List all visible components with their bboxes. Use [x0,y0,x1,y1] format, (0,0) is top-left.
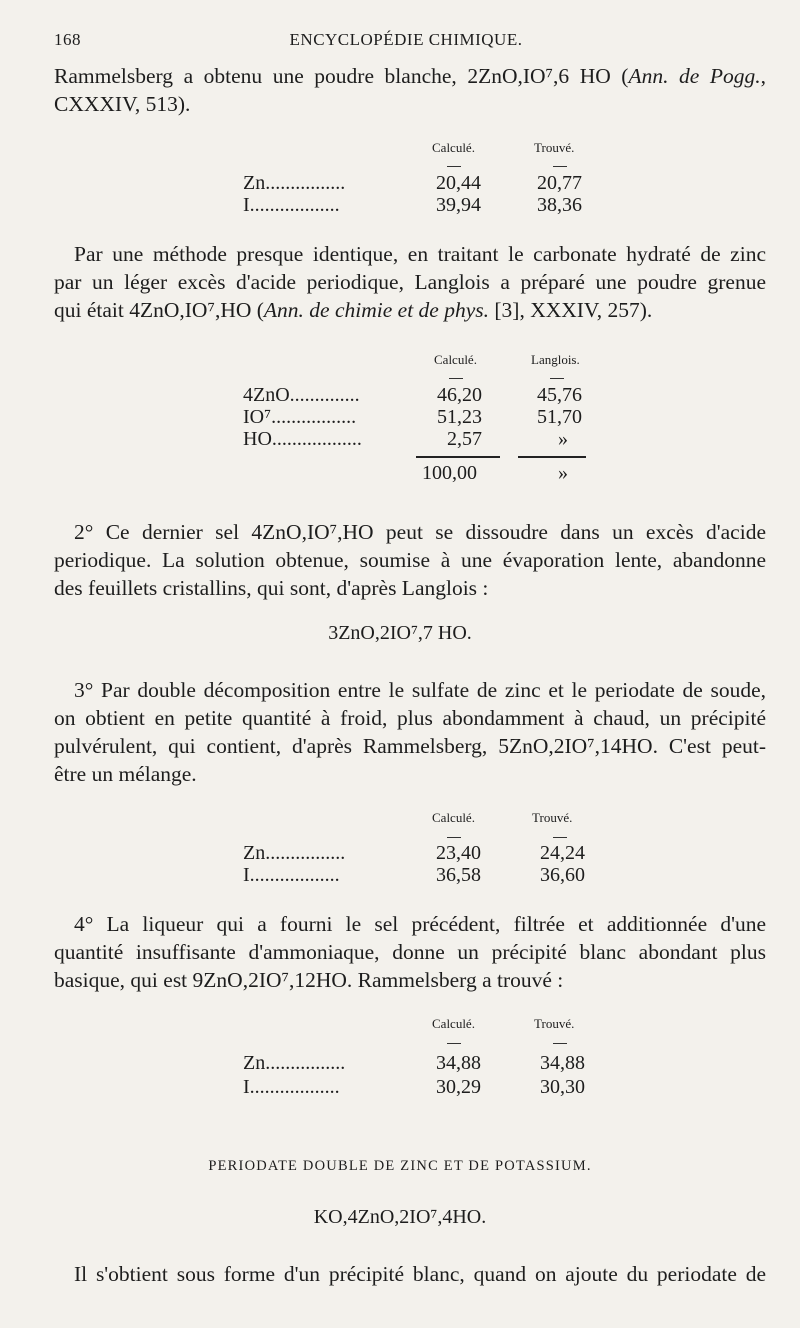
paragraph-1-line-2: CXXXIV, 513). [54,92,191,116]
table-1-header-calcule: Calculé. [432,140,475,155]
section-title: PERIODATE DOUBLE DE ZINC ET DE POTASSIUM. [208,1158,592,1174]
formula-2: KO,4ZnO,2IO⁷,4HO. [313,1206,487,1228]
paragraph-1-line-1: Rammelsberg a obtenu une poudre blanche, 2ZnO,IO⁷,6 HO (Ann. de Pogg., [54,64,766,88]
table-2-header-calcule: Calculé. [434,352,477,367]
table-3-dash [447,837,461,838]
running-title: ENCYCLOPÉDIE CHIMIQUE. [289,30,523,49]
paragraph-1 [54,62,766,118]
table-1-dash [553,166,567,167]
paragraph-6-line-1: Il s'obtient sous forme d'un précipité blanc, quand on ajoute du periodate de [74,1262,766,1286]
table-1-row-label: I.................. [243,194,340,216]
table-3-row-label: I.................. [243,864,340,886]
paragraph-2-line-3: qui était 4ZnO,IO⁷,HO (Ann. de chimie et de phys. [3], XXXIV, 257). [54,298,653,322]
paragraph-5-line-2: quantité insuffisante d'ammoniaque, donne un précipité blanc abondant plus [54,940,766,964]
table-4-row-calc: 30,29 [436,1076,481,1098]
table-2-header-langlois: Langlois. [531,352,580,367]
paragraph-2-line-2: par un léger excès d'acide periodique, Langlois a préparé une poudre grenue [54,270,766,294]
table-2-row-calc: 51,23 [437,406,482,428]
table-2-row-label: HO.................. [243,428,362,450]
formula-1: 3ZnO,2IO⁷,7 HO. [328,622,472,644]
table-4-row-calc: 34,88 [436,1052,481,1074]
table-3-row-label: Zn................ [243,842,346,864]
table-4-row-found: 34,88 [540,1052,585,1074]
page-header [54,30,758,52]
table-3-dash [553,837,567,838]
paragraph-3-line-3: des feuillets cristallins, qui sont, d'après Langlois : [54,576,489,600]
paragraph-3-line-2: periodique. La solution obtenue, soumise à une évaporation lente, abandonne [54,548,766,572]
table-1-row-calc: 39,94 [436,194,481,216]
table-3-row-calc: 36,58 [436,864,481,886]
table-1-dash [447,166,461,167]
table-1-header-trouve: Trouvé. [534,140,575,155]
table-2-row-found: 45,76 [537,384,582,406]
table-2-total-found: » [558,462,568,484]
table-2-total-rule [416,456,500,458]
paragraph-4-line-1: 3° Par double décomposition entre le sulfate de zinc et le periodate de soude, [74,678,766,702]
paragraph-5 [54,910,766,994]
table-4-header-calcule: Calculé. [432,1016,475,1031]
paragraph-4-line-3: pulvérulent, qui contient, d'après Rammelsberg, 5ZnO,2IO⁷,14HO. C'est peut- [54,734,766,758]
table-2-row-calc: 46,20 [437,384,482,406]
table-2-row-calc: 2,57 [447,428,482,450]
paragraph-2-line-1: Par une méthode presque identique, en traitant le carbonate hydraté de zinc [74,242,766,266]
table-4-dash [553,1043,567,1044]
table-4-dash [447,1043,461,1044]
table-2-total-calc: 100,00 [422,462,477,484]
table-2-dash [550,378,564,379]
table-2-total-rule [518,456,586,458]
table-3-header-calcule: Calculé. [432,810,475,825]
table-4-header-trouve: Trouvé. [534,1016,575,1031]
paragraph-2 [54,240,766,324]
table-2-row-found: » [558,428,568,450]
table-4-row-label: I.................. [243,1076,340,1098]
table-4-row-found: 30,30 [540,1076,585,1098]
paragraph-4-line-2: on obtient en petite quantité à froid, plus abondamment à chaud, un précipité [54,706,766,730]
table-1-row-found: 20,77 [537,172,582,194]
paragraph-5-line-3: basique, qui est 9ZnO,2IO⁷,12HO. Rammelsberg a trouvé : [54,968,564,992]
table-3-row-found: 24,24 [540,842,585,864]
page-number: 168 [54,30,81,49]
table-3-row-calc: 23,40 [436,842,481,864]
table-1-row-calc: 20,44 [436,172,481,194]
paragraph-6 [54,1260,766,1288]
paragraph-3-line-1: 2° Ce dernier sel 4ZnO,IO⁷,HO peut se dissoudre dans un excès d'acide [74,520,766,544]
table-2-dash [449,378,463,379]
table-2-row-found: 51,70 [537,406,582,428]
paragraph-4 [54,676,766,788]
table-4-row-label: Zn................ [243,1052,346,1074]
paragraph-5-line-1: 4° La liqueur qui a fourni le sel précédent, filtrée et additionnée d'une [74,912,766,936]
paragraph-4-line-4: être un mélange. [54,762,197,786]
table-2-row-label: 4ZnO.............. [243,384,360,406]
table-3-row-found: 36,60 [540,864,585,886]
table-1-row-found: 38,36 [537,194,582,216]
table-1-row-label: Zn................ [243,172,346,194]
table-2-row-label: IO⁷................. [243,406,357,428]
paragraph-3 [54,518,766,602]
table-3-header-trouve: Trouvé. [532,810,573,825]
